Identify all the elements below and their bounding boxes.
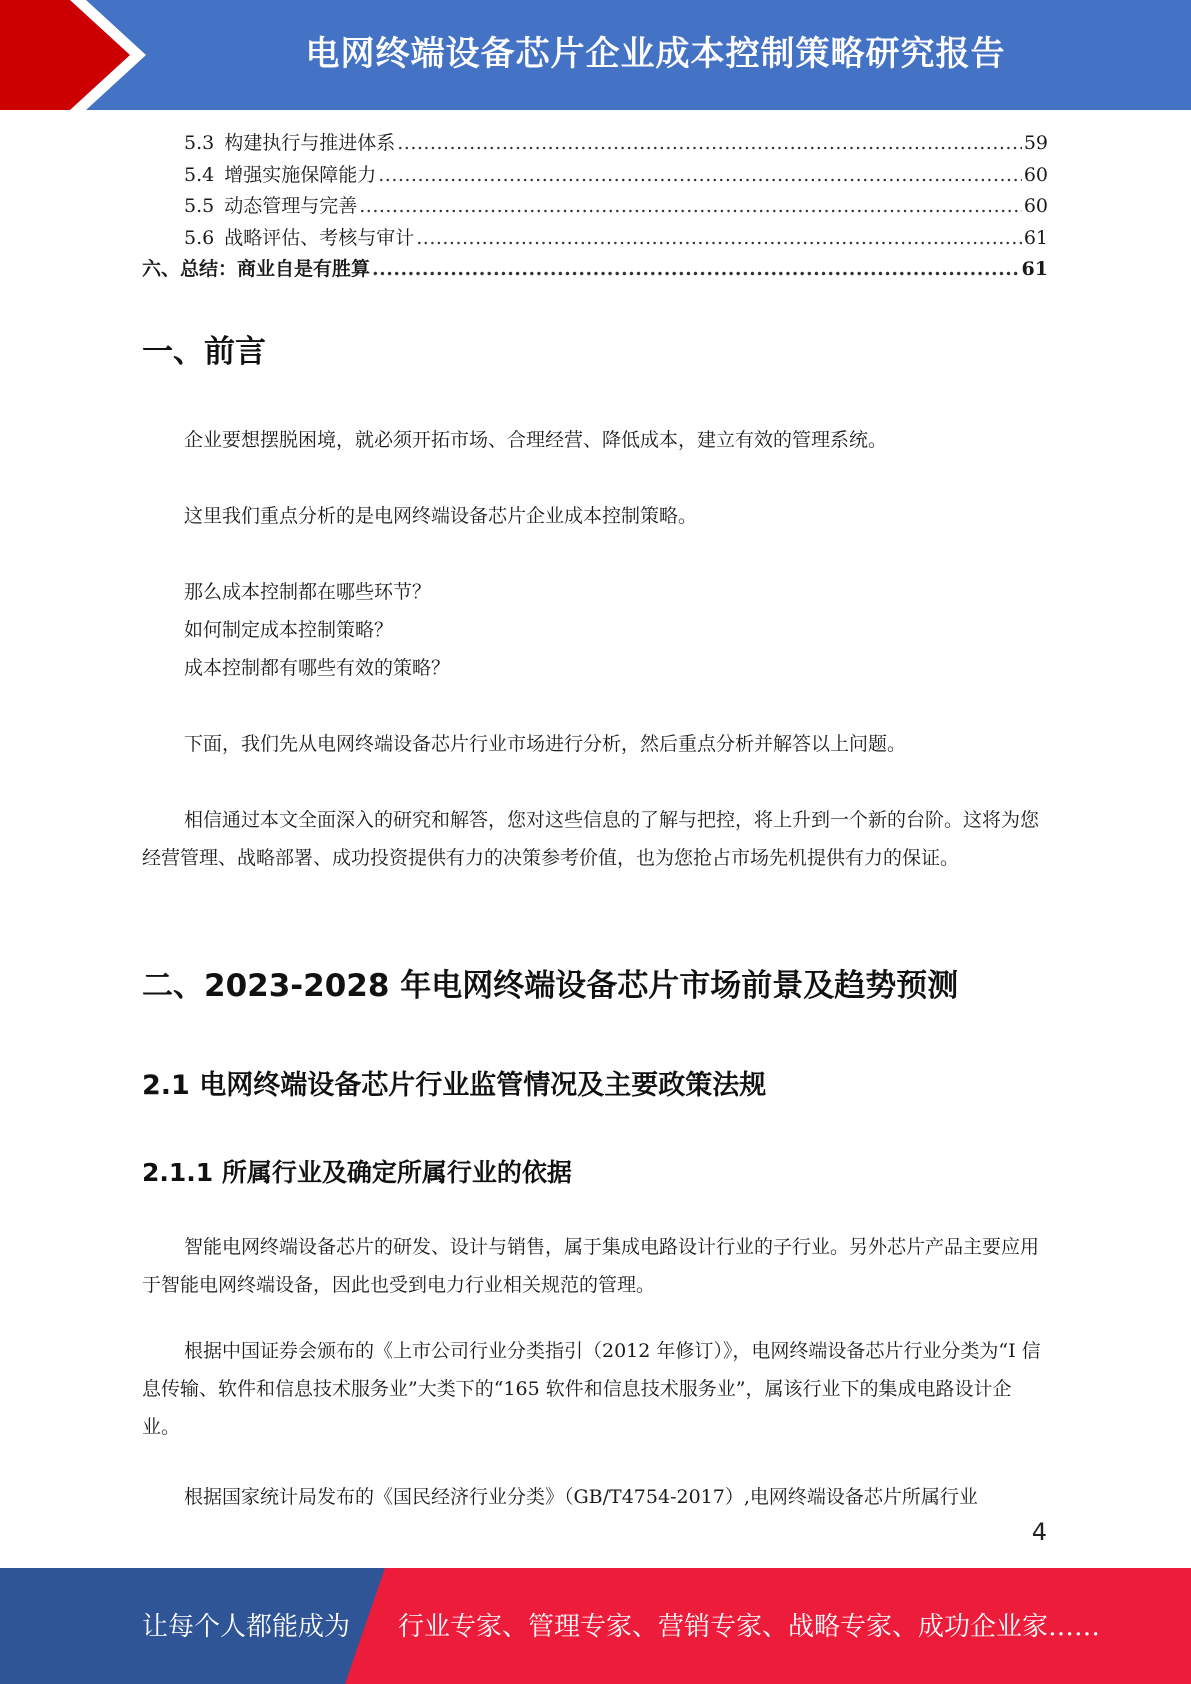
page-number: 4	[1031, 1518, 1047, 1546]
paragraph: 这里我们重点分析的是电网终端设备芯片企业成本控制策略。	[184, 505, 698, 527]
toc-entry[interactable]	[142, 191, 1048, 223]
toc-entry-title: 战略评估、考核与审计	[224, 226, 415, 249]
section-heading-preface: 一、前言	[142, 334, 266, 370]
table-of-contents	[142, 128, 1048, 286]
toc-entry[interactable]	[142, 223, 1048, 255]
paragraph: 相信通过本文全面深入的研究和解答，您对这些信息的了解与把控，将上升到一个新的台阶。这将为您经营管理、战略部署、成功投资提供有力的决策参考价值，也为您抢占市场先机提供有力的保证。	[142, 809, 1040, 869]
subsection-heading: 2.1 电网终端设备芯片行业监管情况及主要政策法规	[142, 1070, 767, 1101]
report-title: 电网终端设备芯片企业成本控制策略研究报告	[305, 34, 1006, 74]
paragraph: 根据国家统计局发布的《国民经济行业分类》（GB/T4754-2017）,电网终端设备芯片所属行业	[184, 1486, 978, 1508]
toc-entry-page: 60	[1023, 163, 1048, 186]
toc-entry-title: 增强实施保障能力	[224, 163, 377, 186]
toc-leader-dots	[359, 191, 1022, 223]
question-line: 如何制定成本控制策略？	[184, 619, 394, 641]
paragraph: 智能电网终端设备芯片的研发、设计与销售，属于集成电路设计行业的子行业。另外芯片产品主要应用于智能电网终端设备，因此也受到电力行业相关规范的管理。	[142, 1236, 1040, 1296]
toc-leader-dots	[372, 254, 1020, 286]
question-line: 那么成本控制都在哪些环节？	[184, 581, 432, 603]
paragraph: 根据中国证券会颁布的《上市公司行业分类指引（2012 年修订）》，电网终端设备芯片行业分类为“I 信息传输、软件和信息技术服务业”大类下的“165 软件和信息技术服务业”，属该行业下的集成电路设计企业。	[142, 1340, 1041, 1438]
page-footer	[0, 1568, 1191, 1684]
toc-entry-number: 5.3	[184, 132, 215, 154]
toc-leader-dots	[416, 223, 1022, 255]
toc-entry-title: 动态管理与完善	[224, 195, 358, 217]
footer-slogan-roles: 行业专家、管理专家、营销专家、战略专家、成功企业家……	[398, 1612, 1101, 1642]
paragraph: 企业要想摆脱困境，就必须开拓市场、合理经营、降低成本，建立有效的管理系统。	[184, 429, 888, 451]
toc-entry-chapter[interactable]	[142, 254, 1048, 286]
toc-entry-page: 60	[1023, 195, 1048, 217]
question-line: 成本控制都有哪些有效的策略？	[184, 657, 451, 679]
toc-entry-page: 61	[1021, 258, 1048, 280]
page-header	[0, 0, 1191, 110]
toc-entry-page: 61	[1023, 226, 1048, 249]
footer-slogan-lead: 让每个人都能成为	[142, 1612, 351, 1642]
toc-entry-number: 5.4	[184, 163, 215, 186]
paragraph: 下面，我们先从电网终端设备芯片行业市场进行分析，然后重点分析并解答以上问题。	[184, 733, 907, 755]
toc-entry-title: 构建执行与推进体系	[224, 132, 396, 154]
subsubsection-heading: 2.1.1 所属行业及确定所属行业的依据	[142, 1158, 572, 1187]
toc-entry[interactable]	[142, 160, 1048, 192]
toc-entry-number: 5.6	[184, 226, 215, 249]
toc-leader-dots	[378, 160, 1022, 192]
toc-entry-number: 5.5	[184, 195, 215, 217]
toc-entry-page: 59	[1023, 132, 1048, 154]
section-heading-market-outlook: 二、2023-2028 年电网终端设备芯片市场前景及趋势预测	[142, 968, 959, 1004]
toc-entry-title: 六、总结：商业自是有胜算	[142, 258, 371, 280]
toc-entry[interactable]	[142, 128, 1048, 160]
toc-leader-dots	[397, 128, 1022, 160]
